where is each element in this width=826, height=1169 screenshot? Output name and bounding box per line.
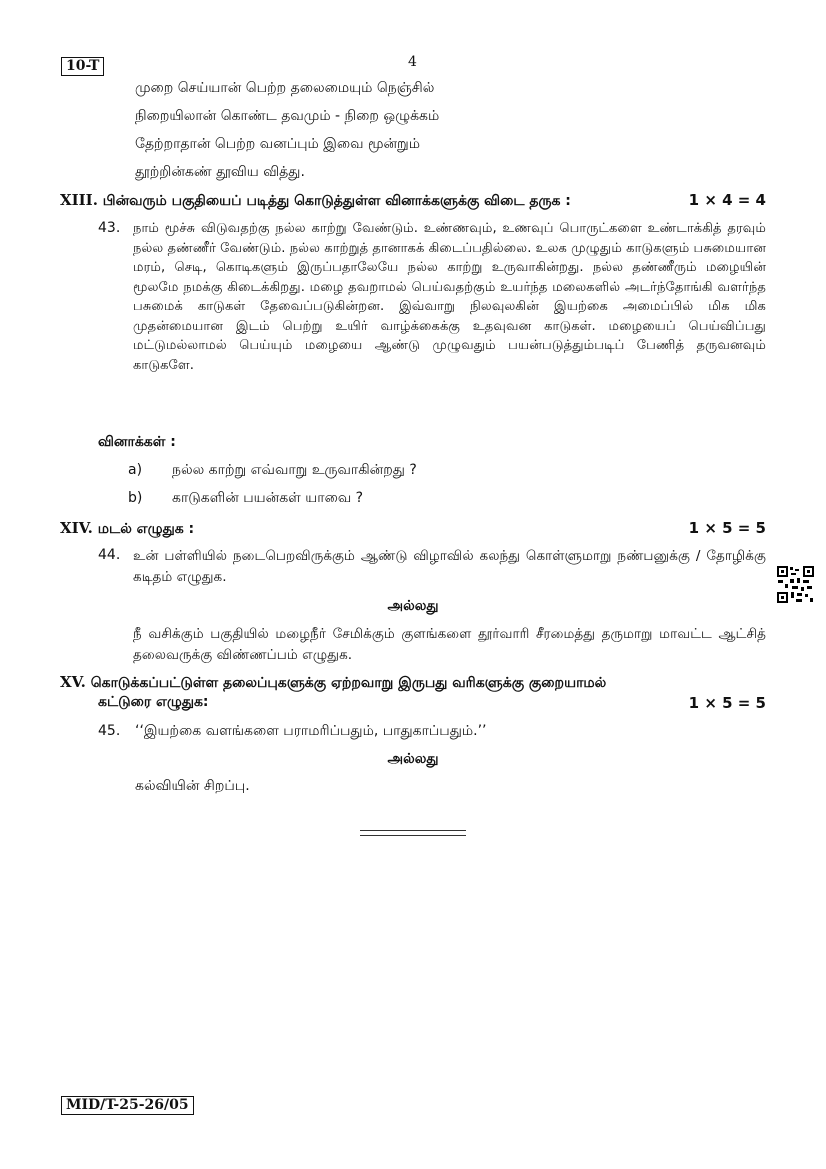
or-divider-label: அல்லது [387,751,439,767]
section-number: XV. [60,673,86,691]
section-xv-header [60,673,766,693]
poem-line-4: தூற்றின்கண் தூவிய வித்து. [135,164,305,180]
end-divider [360,830,466,836]
section-title: பின்வரும் பகுதியைப் படித்து கொடுத்துள்ள வினாக்களுக்கு விடை தருக : [102,193,571,209]
section-title-line-2: கட்டுரை எழுதுக: [98,694,209,710]
section-title-line-1: கொடுக்கப்பட்டுள்ள தலைப்புகளுக்கு ஏற்றவாறு இருபது வரிகளுக்கு குறையாமல் [90,675,607,691]
poem-line-1: முறை செய்யான் பெற்ற தலைமையும் நெஞ்சில் [135,80,435,96]
essay-option-2: கல்வியின் சிறப்பு. [135,778,250,794]
paper-code-badge [61,57,104,76]
letter-option-2: நீ வசிக்கும் பகுதியில் மழைநீர் சேமிக்கும் குளங்களை தூர்வாரி சீரமைத்து தருமாறு மாவட்ட ஆட்சித் தலைவருக்கு விண்ணப்பம் எழுதுக. [133,626,766,663]
paper-code: 10-T [66,58,100,74]
questions-label: வினாக்கள் : [98,434,176,450]
section-xiii-header [60,191,766,211]
section-marks: 1 × 5 = 5 [688,694,766,712]
section-xv-header-line-2 [98,694,766,712]
poem-line-2: நிறையிலான் கொண்ட தவமும் - நிறை ஒழுக்கம் [135,108,440,124]
essay-option-1: ‘‘இயற்கை வளங்களை பராமரிப்பதும், பாதுகாப்பதும்.’’ [135,723,487,739]
question-b-label: b) [128,490,143,506]
section-number: XIII. [60,191,98,209]
page-number: 4 [408,54,417,70]
section-marks: 1 × 4 = 4 [688,191,766,209]
section-title: மடல் எழுதுக : [97,521,195,537]
letter-option-1: உன் பள்ளியில் நடைபெறவிருக்கும் ஆண்டு விழாவில் கலந்து கொள்ளுமாறு நண்பனுக்கு / தோழிக்கு கடிதம் எழுதுக. [133,548,766,585]
question-b-text: காடுகளின் பயன்கள் யாவை ? [172,490,364,506]
question-a-label: a) [128,462,143,478]
question-number: 44. [98,547,121,563]
reading-passage: நாம் மூச்சு விடுவதற்கு நல்ல காற்று வேண்டும். உண்ணவும், உணவுப் பொருட்களை உண்டாக்கித் தரவும் நல்ல தண்ணீர் வேண்டும். நல்ல காற்றுத் தானாகக் கிடைப்பதில்லை. உலக முழுதும் காடுகளும் பசுமையான மரம், செடி, கொடிகளும் இருப்பதாலேயே நல்ல காற்று உருவாகின்றது. நல்ல தண்ணீரும் மழையின் மூலமே நமக்கு கிடைக்கிறது. மழை தவறாமல் பெய்வதற்கும் உயர்ந்த மலைகளில் அடர்ந்தோங்கி வளர்ந்த பசுமைக் காடுகள் தேவைப்படுகின்றன. இவ்வாறு நிலவுலகின் இயற்கை அமைப்பில் மிக மிக முதன்மையான இடம் பெற்று உயிர் வாழ்க்கைக்கு உதவுவன காடுகள். மழையைப் பெய்விப்பது மட்டுமல்லாமல் பெய்யும் மழையை ஆண்டு முழுவதும் பயன்படுத்தும்படிப் பேணித் தருவனவும் காடுகளே. [133,221,766,373]
section-marks: 1 × 5 = 5 [688,519,766,537]
footer-code: MID/T-25-26/05 [66,1097,189,1113]
poem-line-3: தேற்றாதான் பெற்ற வனப்பும் இவை மூன்றும் [135,136,421,152]
footer-code-badge [61,1096,194,1115]
or-divider-label: அல்லது [387,598,439,614]
question-number: 43. [98,220,121,236]
question-a-text: நல்ல காற்று எவ்வாறு உருவாகின்றது ? [172,462,417,478]
question-number: 45. [98,723,121,739]
section-xiv-header [60,519,766,539]
section-number: XIV. [60,519,93,537]
